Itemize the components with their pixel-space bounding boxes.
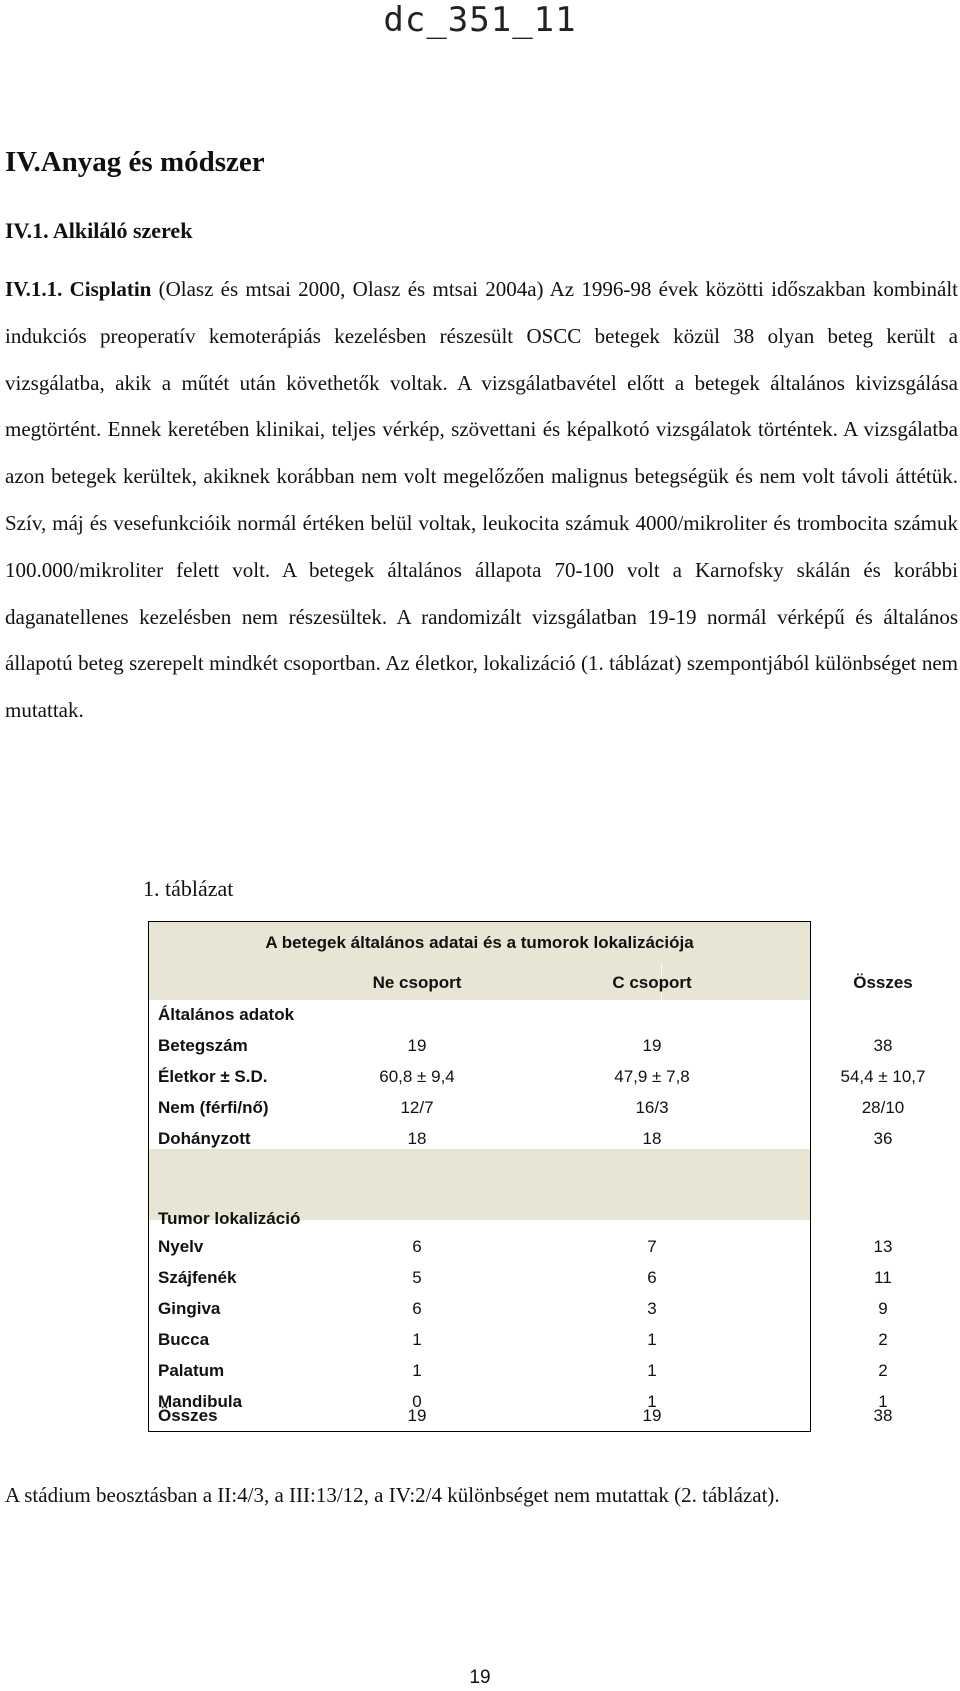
cell: 11 [874,1268,892,1287]
cell: 9 [878,1299,888,1318]
cell: 3 [647,1299,657,1318]
row-label: Összes [158,1406,218,1425]
row-label: Dohányzott [158,1129,251,1148]
section-label: Tumor lokalizáció [158,1209,301,1228]
cell: 18 [642,1129,662,1148]
table-title: A betegek általános adatai és a tumorok lokalizációja [265,933,694,952]
table-row [149,1356,888,1386]
column-header: Összes [853,973,913,992]
cell: 38 [873,1036,893,1055]
cell: 1 [878,1392,888,1411]
cell: 1 [412,1330,422,1349]
section-label-row [149,1204,810,1234]
table-caption: 1. táblázat [143,876,234,901]
section-label: Általános adatok [158,1005,295,1024]
data-table [148,921,926,1432]
cell: 7 [647,1237,657,1256]
document-id: dc_351_11 [383,0,577,40]
section-heading: IV.1. Alkiláló szerek [5,218,193,243]
cell: 13 [873,1237,893,1256]
row-label: Nem (férfi/nő) [158,1098,269,1117]
cell: 6 [647,1268,657,1287]
paragraph-text: (Olasz és mtsai 2000, Olasz és mtsai 2004a) Az 1996-98 évek közötti időszakban kombinált indukciós preoperatív kemoterápiás kezelésben részesült OSCC betegek közül 38 olyan beteg került a vizsgálatba, akik a műtét után követhetők voltak. A vizsgálatbavétel előtt a betegek általános kivizsgálása megtörtént. Ennek keretében klinikai, teljes vérkép, szövettani és képalkotó vizsgálatok történtek. A vizsgálatba azon betegek kerültek, akiknek korábban nem volt megelőzően malignus betegségük és nem volt távoli áttétük. Szív, máj és vesefunkcióik normál értéken belül voltak, leukocita számuk 4000/mikroliter és trombocita számuk 100.000/mikroliter felett volt. A betegek általános állapota 70-100 volt a Karnofsky skálán és korábbi daganatellenes kezelésben nem részesültek. A randomizált vizsgálatban 19-19 normál vérképű és általános állapotú beteg szerepelt mindkét csoportban. Az életkor, lokalizáció (1. táblázat) szempontjából különbséget nem mutattak. [5,277,958,723]
cell: 1 [647,1330,657,1349]
cell: 0 [412,1392,422,1411]
cell: 47,9 ± 7,8 [614,1067,690,1086]
table-row [149,1232,893,1262]
cell: 12/7 [400,1098,434,1117]
cell: 19 [407,1036,427,1055]
row-label: Életkor ± S.D. [158,1067,268,1086]
row-label: Nyelv [158,1237,204,1256]
cell: 2 [878,1330,888,1349]
body-paragraph-2: A stádium beosztásban a II:4/3, a III:13/12, a IV:2/4 különbséget nem mutattak (2. táblázat). [5,1483,780,1507]
cell: 16/3 [635,1098,669,1117]
cell: 54,4 ± 10,7 [840,1067,926,1086]
table-row [149,1124,893,1154]
table-row [149,1093,905,1123]
cell: 28/10 [861,1098,905,1117]
subsection-heading: IV.1.1. Cisplatin [5,277,152,301]
row-label: Gingiva [158,1299,221,1318]
cell: 18 [407,1129,427,1148]
cell: 1 [647,1392,657,1411]
cell: 6 [412,1299,422,1318]
cell: 1 [647,1361,657,1380]
row-label: Mandibula [158,1392,243,1411]
table-total-row [149,1402,893,1430]
table-row [149,1062,926,1092]
cell: 19 [642,1036,662,1055]
column-header: C csoport [612,973,692,992]
table-row [149,1325,888,1355]
cell: 2 [878,1361,888,1380]
cell: 19 [642,1406,662,1425]
cell: 1 [412,1361,422,1380]
column-header-row [149,968,913,998]
page-number: 19 [469,1667,491,1688]
chapter-heading: IV.Anyag és módszer [5,146,265,178]
cell: 19 [407,1406,427,1425]
body-paragraph-1 [5,266,958,734]
row-label: Betegszám [158,1036,248,1055]
row-label: Palatum [158,1361,225,1380]
table-row [149,1294,888,1324]
row-label: Szájfenék [158,1268,237,1287]
cell: 5 [412,1268,422,1287]
cell: 36 [873,1129,893,1148]
table-row [149,1031,893,1061]
table-row [149,1263,892,1293]
cell: 60,8 ± 9,4 [379,1067,455,1086]
column-header: Ne csoport [372,973,462,992]
row-label: Bucca [158,1330,210,1349]
section-label-row [149,1000,810,1030]
cell: 6 [412,1237,422,1256]
cell: 38 [873,1406,893,1425]
